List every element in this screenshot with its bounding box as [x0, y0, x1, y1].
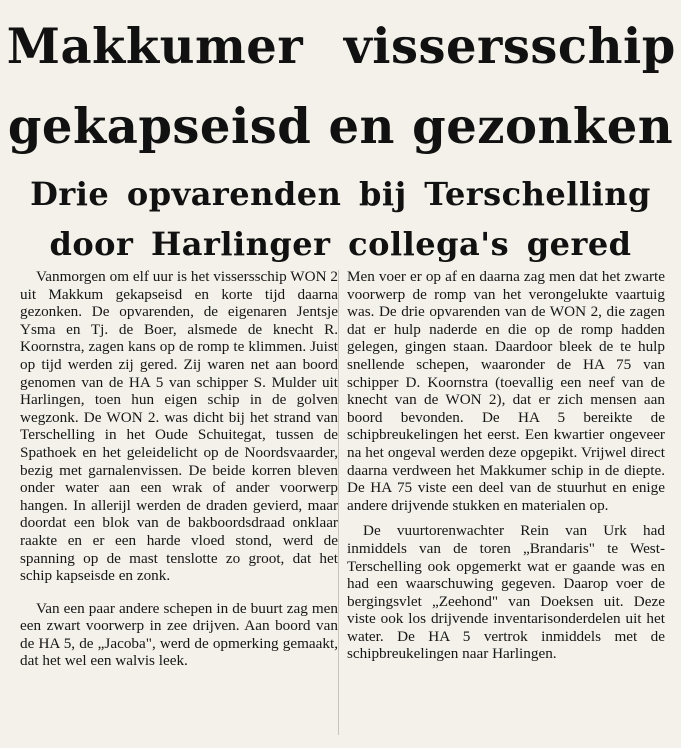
subheadline-line-2: door Harlinger collega's gered	[49, 225, 632, 263]
subheadline-line-1: Drie opvarenden bij Terschelling	[30, 175, 651, 213]
article-paragraph: De vuurtorenwachter Rein van Urk had inmiddels van de toren „Brandaris" te West-Terschelling ook opgemerkt wat er gaande was en had een waarschuwing gegeven. Daarop voer de bergingsvlet „Zeehond" van Doeksen uit. Deze viste ook los drijvende inventarisonderdelen uit het water. De HA 5 vertrok inmiddels met de schipbreukelingen naar Harlingen.	[347, 522, 665, 663]
article-column-left	[20, 268, 338, 670]
headline-line-1: Makkumer vissersschip	[6, 17, 676, 75]
column-divider	[338, 270, 339, 735]
headline-line-2: gekapseisd en gezonken	[7, 97, 674, 155]
article-paragraph: Men voer er op af en daarna zag men dat het zwarte voorwerp de romp van het verongelukte vaartuig was. De drie opvarenden van de WON 2, die zagen dat er hulp naderde en die op de romp hadden gelegen, gingen staan. Daardoor bleek de te hulp snellende schepen, waaronder de HA 75 van schipper D. Koornstra (toevallig een neef van de knecht van de WON 2), dat er zich mensen aan boord bevonden. De HA 5 bereikte de schipbreukelingen het eerst. Een kwartier ongeveer na het ongeval werden deze opgepikt. Vrijwel direct daarna verdween het Makkumer schip in de diepte. De HA 75 viste een deel van de stuurhut en enige andere drijvende stukken en materialen op.	[347, 268, 665, 514]
article-paragraph: Vanmorgen om elf uur is het vissersschip WON 2 uit Makkum gekapseisd en korte tijd daarna gezonken. De opvarenden, de eigenaren Jentsje Ysma en Tj. de Boer, alsmede de knecht R. Koornstra, zagen kans op de romp te klimmen. Juist op tijd werden zij gered. Zij waren net aan boord genomen van de HA 5 van schipper S. Mulder uit Harlingen, toen hun eigen schip in de golven wegzonk. De WON 2. was dicht bij het strand van Terschelling in het Oude Schuitegat, tussen de Spathoek en het geleidelicht op de Noordsvaarder, bezig met garnalenvissen. De beide korren bleven onder water aan een wrak of ander voorwerp hangen. In allerijl werden de draden gevierd, maar doordat een blok van de bakboordsdraad onklaar raakte en er een harde vloed stond, werd de spanning op de mast tenslotte zo groot, dat het schip kapseisde en zonk.	[20, 268, 338, 585]
article-column-right	[347, 268, 665, 663]
article-paragraph: Van een paar andere schepen in de buurt zag men een zwart voorwerp in zee drijven. Aan boord van de HA 5, de „Jacoba", werd de opmerking gemaakt, dat het wel een walvis leek.	[20, 599, 338, 670]
